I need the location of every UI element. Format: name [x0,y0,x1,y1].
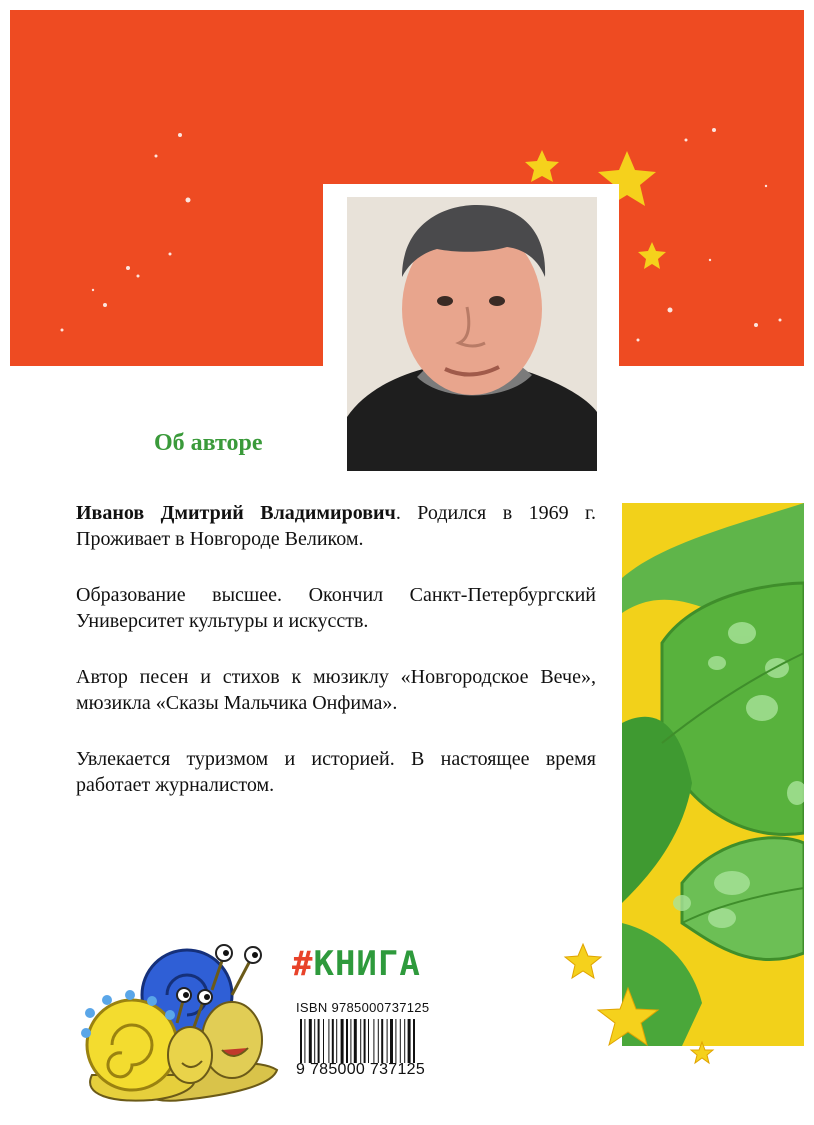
isbn-label: ISBN 9785000737125 [296,1000,430,1015]
author-photo [347,197,597,471]
publisher-logo [292,944,421,984]
section-heading: Об авторе [154,430,263,456]
isbn-block [296,1000,448,1080]
stars-decoration [560,930,720,1070]
star-icon [565,944,601,978]
bio-birth: . Родился в 1969 г. Проживает в Новгороде Великом. [76,502,596,550]
star-icon [598,988,658,1045]
star-icon [638,242,666,269]
publisher-name: КНИГА [313,944,421,984]
bio-paragraph: Автор песен и стихов к мюзиклу «Новгородское Вече», мюзикла «Сказы Мальчика Онфима». [76,666,596,714]
bio-paragraph: Образование высшее. Окончил Санкт-Петербургский Университет культуры и искусств. [76,584,596,632]
isbn-digits: 9 785000 737125 [296,1061,426,1078]
hash-symbol: # [292,944,314,984]
snail-illustration [72,935,282,1105]
star-icon [691,1042,713,1063]
author-name: Иванов Дмитрий Владимирович [76,502,396,524]
bio-paragraph: Увлекается туризмом и историей. В настоящее время работает журналистом. [76,748,596,796]
bio-paragraph [76,500,596,552]
barcode [296,1019,448,1065]
author-bio [76,500,596,828]
star-icon [525,150,559,182]
